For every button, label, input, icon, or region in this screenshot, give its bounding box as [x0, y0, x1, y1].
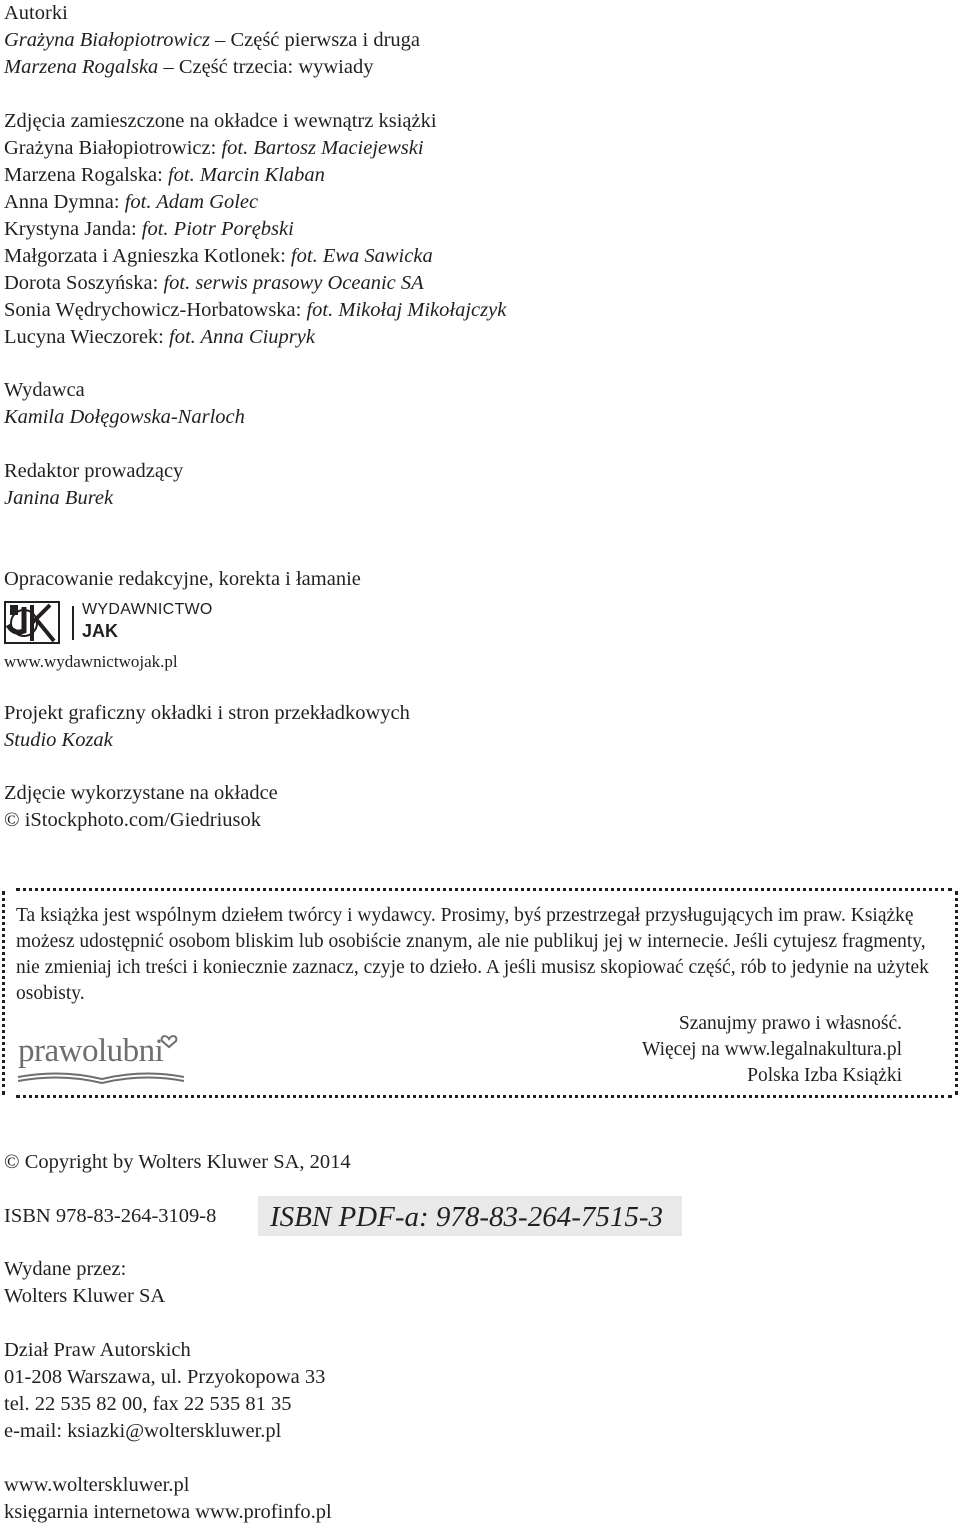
isbn: ISBN 978-83-264-3109-8 — [4, 1205, 217, 1227]
credit-person: Dorota Soszyńska: — [4, 272, 164, 294]
credit-person: Lucyna Wieczorek: — [4, 326, 169, 348]
cover-photo-heading: Zdjęcie wykorzystane na okładce — [4, 782, 278, 804]
author-part: Część trzecia: wywiady — [178, 56, 374, 78]
credit-person: Grażyna Białopiotrowicz: — [4, 137, 222, 159]
credit-person: Małgorzata i Agnieszka Kotlonek: — [4, 245, 291, 267]
author-part: Część pierwsza i druga — [230, 29, 420, 51]
photo-credit — [4, 297, 506, 324]
jak-mark-icon — [4, 601, 64, 645]
wydawnictwo-jak-logo — [4, 600, 224, 646]
editor-name: Janina Burek — [4, 487, 114, 509]
credit-photographer: fot. Piotr Porębski — [141, 218, 294, 240]
logo-line2: JAK — [82, 621, 119, 641]
photo-credit — [4, 270, 424, 297]
legal-notice-text: Ta książka jest wspólnym dziełem twórcy i wydawcy. Prosimy, byś przestrzegał przysługujących im praw. Książkę możesz udostępnić osobom bliskim lub osobiście znanym, ale nie publikuj jej w internecie. Jeśli cytujesz fragmenty, nie zmieniaj ich treści i koniecznie zaznacz, czyje to dzieło. A jeśli musisz skopiować część, rób to jedynie na użytek osobisty. — [16, 905, 929, 1004]
rights-email: e-mail: ksiazki@wolterskluwer.pl — [4, 1420, 282, 1442]
dash: – — [158, 56, 179, 78]
credit-person: Sonia Wędrychowicz-Horbatowska: — [4, 299, 307, 321]
rights-heading: Dział Praw Autorskich — [4, 1339, 191, 1361]
author-name: Grażyna Białopiotrowicz — [4, 29, 210, 51]
isbn-pdf-badge: ISBN PDF-a: 978-83-264-7515-3 — [258, 1196, 682, 1236]
photo-credit — [4, 162, 325, 189]
rights-phone: tel. 22 535 82 00, fax 22 535 81 35 — [4, 1393, 292, 1415]
book-heart-icon — [16, 1031, 186, 1087]
credit-photographer: fot. Mikołaj Mikołajczyk — [306, 299, 507, 321]
author-line-1 — [4, 27, 420, 54]
issued-heading: Wydane przez: — [4, 1258, 127, 1280]
signature-line-1: Szanujmy prawo i własność. — [678, 1013, 902, 1034]
photo-credit — [4, 243, 433, 270]
logo-line1: WYDAWNICTWO — [82, 601, 213, 618]
credit-photographer: fot. Marcin Klaban — [167, 164, 325, 186]
prawolubni-text: prawolubni — [18, 1033, 164, 1069]
signature-line-2: Więcej na www.legalnakultura.pl — [641, 1039, 902, 1060]
design-name: Studio Kozak — [4, 729, 113, 751]
credit-person: Anna Dymna: — [4, 191, 125, 213]
publisher-name: Kamila Dołęgowska-Narloch — [4, 406, 245, 428]
design-heading: Projekt graficzny okładki i stron przekładkowych — [4, 702, 410, 724]
photos-heading: Zdjęcia zamieszczone na okładce i wewnątrz książki — [4, 110, 437, 132]
credit-person: Marzena Rogalska: — [4, 164, 168, 186]
cover-photo-source: © iStockphoto.com/Giedriusok — [4, 809, 262, 831]
issued-name: Wolters Kluwer SA — [4, 1285, 166, 1307]
copyright: © Copyright by Wolters Kluwer SA, 2014 — [4, 1151, 351, 1173]
dash: – — [209, 29, 231, 51]
photo-credit — [4, 216, 294, 243]
authors-heading: Autorki — [4, 2, 68, 24]
prawolubni-logo — [16, 1031, 186, 1087]
rights-address: 01-208 Warszawa, ul. Przyokopowa 33 — [4, 1366, 326, 1388]
editing-heading: Opracowanie redakcyjne, korekta i łamanie — [4, 568, 361, 590]
publisher-heading: Wydawca — [4, 379, 85, 401]
credit-photographer: fot. Ewa Sawicka — [290, 245, 433, 267]
editor-heading: Redaktor prowadzący — [4, 460, 184, 482]
author-name: Marzena Rogalska — [4, 56, 159, 78]
logo-divider — [72, 606, 74, 640]
credit-photographer: fot. Bartosz Maciejewski — [221, 137, 424, 159]
credit-photographer: fot. Anna Ciupryk — [169, 326, 315, 348]
editing-url: www.wydawnictwojak.pl — [4, 652, 178, 671]
shop-link: księgarnia internetowa www.profinfo.pl — [4, 1501, 332, 1523]
photo-credit — [4, 324, 315, 351]
legal-notice-signature — [642, 1011, 902, 1089]
credit-person: Krystyna Janda: — [4, 218, 142, 240]
credit-photographer: fot. Adam Golec — [124, 191, 259, 213]
photo-credit — [4, 135, 424, 162]
credit-photographer: fot. serwis prasowy Oceanic SA — [163, 272, 424, 294]
photo-credit — [4, 189, 258, 216]
site-link: www.wolterskluwer.pl — [4, 1474, 190, 1496]
author-line-2 — [4, 54, 373, 81]
legal-notice-box — [16, 888, 952, 1098]
signature-line-3: Polska Izba Książki — [747, 1065, 902, 1086]
